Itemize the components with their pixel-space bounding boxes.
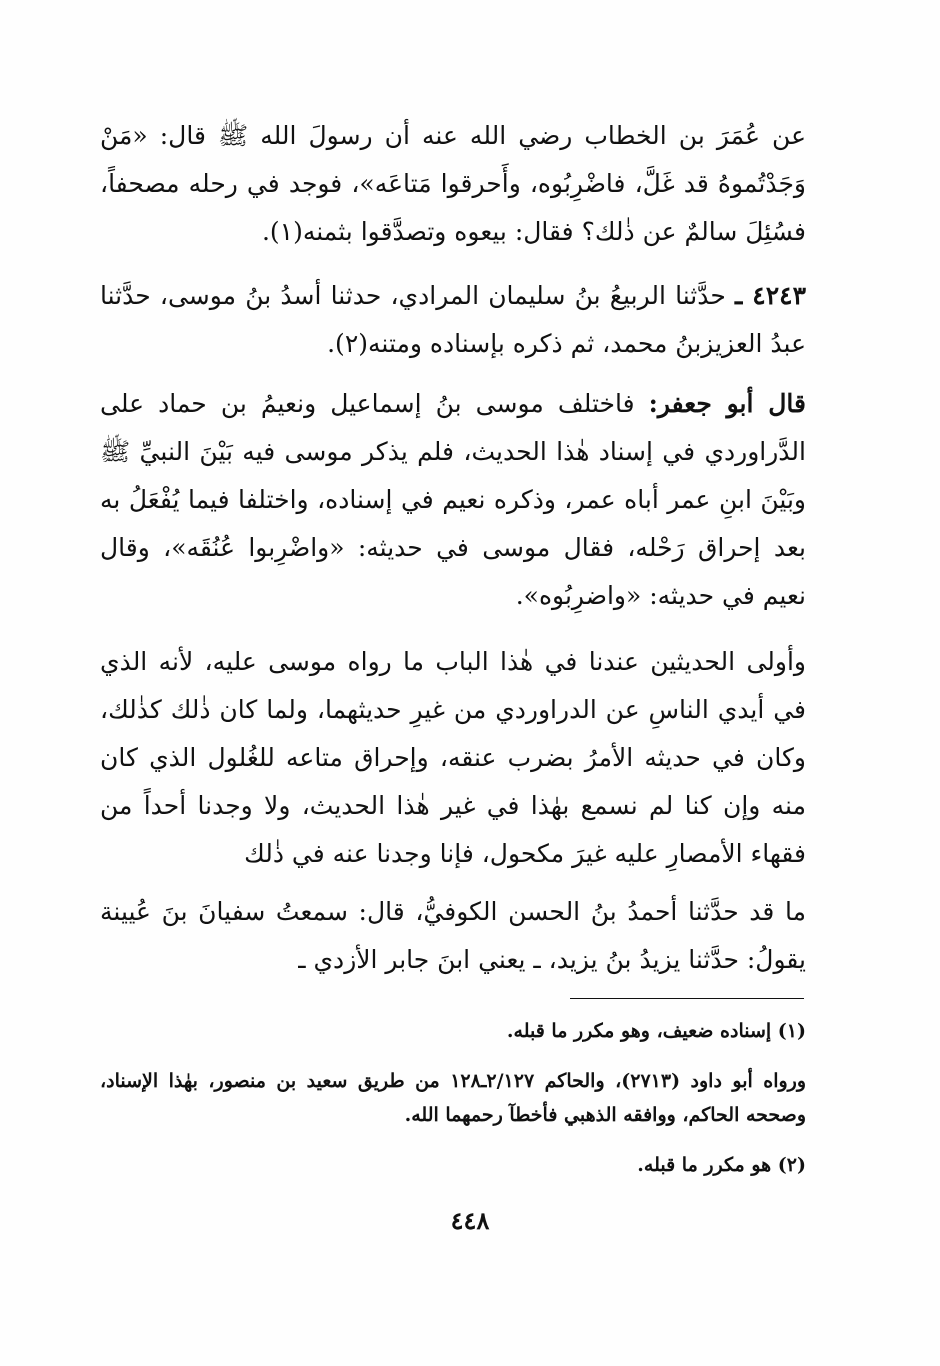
paragraph-text: حدَّثنا الربيعُ بنُ سليمان المرادي، حدثنا أسدُ بنُ موسى، حدَّثنا عبدُ العزيزبنُ محمد، ثم ذكره بإسناده ومتنه(٢). [100,281,806,358]
footnote-separator [570,998,804,999]
paragraph-hadith-text [100,112,806,256]
paragraph-chain-continuation [100,888,806,984]
paragraph-preference-discussion [100,638,806,878]
page-number: ٤٤٨ [450,1206,490,1235]
paragraph-text: وأولى الحديثين عندنا في هٰذا الباب ما رواه موسى عليه، لأنه الذي في أيدي الناسِ عن الدراوردي من غيرِ حديثهما، ولما كان ذٰلك كذٰلك، وكان في حديثه الأمرُ بضرب عنقه، وإحراق متاعه للغُلول الذي كان منه وإن كنا لم نسمع بهٰذا في غير هٰذا الحديث، ولا وجدنا أحداً من فقهاء الأمصارِ عليه غيرَ مكحول، فإنا وجدنا عنه في ذٰلك [100,647,806,868]
paragraph-abu-jafar-comment [100,380,806,620]
paragraph-text: عن عُمَرَ بن الخطاب رضي الله عنه أن رسولَ الله ﷺ قال: «مَنْ وَجَدْتُموهُ قد غَلَّ، فاضْرِبُوه، وأَحرقوا مَتاعَه»، فوجد في رحله مصحفاً، فسُئِلَ سالمٌ عن ذٰلك؟ فقال: بيعوه وتصدَّقوا بثمنه(١). [100,121,806,246]
paragraph-hadith-4243 [100,272,806,368]
paragraph-text: فاختلف موسى بنُ إسماعيل ونعيمُ بن حماد على الدَّراوردي في إسناد هٰذا الحديث، فلم يذكر موسى فيه بَيْنَ النبيِّ ﷺ وبَيْنَ ابنِ عمر أباه عمر، وذكره نعيم في إسناده، واختلفا فيما يُفْعَلُ به بعد إحراق رَحْله، فقال موسى في حديثه: «واضْرِبوا عُنُقَه»، وقال نعيم في حديثه: «واضرِبُوه». [100,389,806,610]
hadith-number: ٤٢٤٣ ـ [735,281,806,310]
paragraph-text: ما قد حدَّثنا أحمدُ بنُ الحسن الكوفيُّ، قال: سمعتُ سفيانَ بنَ عُيينة يقولُ: حدَّثنا يزيدُ بنُ يزيد، ـ يعني ابنَ جابر الأزدي ـ [100,897,806,974]
footnote-2: (٢) هو مكرر ما قبله. [637,1154,806,1176]
footnote-1: (١) إسناده ضعيف، وهو مكرر ما قبله. [506,1020,806,1042]
footnote-1-continuation: ورواه أبو داود (٢٧١٣)، والحاكم ٢/١٢٧ـ١٢٨ من طريق سعيد بن منصور، بهٰذا الإسناد، وصححه الحاكم، ووافقه الذهبي فأخطآ رحمهما الله. [100,1070,806,1126]
speaker-lead: قال أبو جعفر: [648,389,806,418]
